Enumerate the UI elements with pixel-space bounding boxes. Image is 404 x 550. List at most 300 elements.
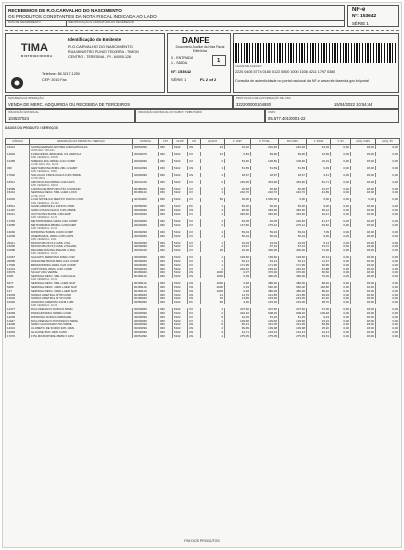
cell-un: UN [188,209,201,213]
cell-cst: 060 [159,319,173,323]
cell-ncm: 30049099 [133,230,159,234]
cell-aicms: 18,00 [351,315,376,319]
cell-un: CX [188,187,201,191]
cell-unit: 0,37 [225,271,251,275]
cell-ipi: 0,00 [331,223,351,227]
cell-code: 13004 [6,297,30,301]
cell-code: 18511 [6,205,30,209]
receipt-serie: SÉRIE 1 [352,21,369,26]
cell-code: 16063 [6,330,30,334]
cell-ipi: 0,00 [331,245,351,249]
barcode [233,43,397,63]
cnpj-block [265,109,399,123]
cell-cfop: 5102 [173,293,188,297]
cell-ipi: 0,00 [331,180,351,184]
cell-aipi: 0,00 [376,180,400,184]
cell-qty: 1000 [201,275,225,279]
cell-qty: 2 [201,327,225,331]
cell-unit: 4,30 [225,301,251,305]
cell-aicms: 18,00 [351,187,376,191]
cell-cst: 060 [159,271,173,275]
cell-ncm: 90183929 [133,293,159,297]
cell-un: CX [188,159,201,163]
cell-desc: MONOVIPLON 5,0 G/ML 2,5G/2ML [30,245,133,249]
cell-desc: SERINGA DESC. 20ML LUER SLIP [30,289,133,293]
cell-bc: 345,60 [279,212,307,216]
cell-code: 17445 [6,219,30,223]
cell-ipi: 0,00 [331,152,351,156]
cell-aipi: 0,00 [376,285,400,289]
cell-icms: 118,80 [307,285,331,289]
cell-desc: SULFATO FERROSO 40MG C/30 [30,256,133,260]
cell-aipi: 0,00 [376,191,400,195]
cell-code: 16069 [6,311,30,315]
cell-bc: 134,13 [279,330,307,334]
cell-desc: SORO GLICOSADO 5% 500ML [30,323,133,327]
cell-total: 453,90 [251,180,279,184]
cell-un: CX [188,315,201,319]
cell-sub: ICMS RET. 15/12/21 [30,149,400,152]
cell-icms: 25,20 [307,327,331,331]
cell-sub: LOTE 08/21 [30,177,400,180]
cell-ipi: 0,00 [331,166,351,170]
cell-qty: 1 [201,319,225,323]
cell-desc: DIPIRONA 500MG C/100 COMP [30,230,133,234]
cell-cst: 060 [159,293,173,297]
cell-unit: 59,34 [225,230,251,234]
cell-aipi: 0,00 [376,187,400,191]
cell-bc: 660,00 [279,285,307,289]
cell-qty: 2 [201,311,225,315]
cell-cfop: 5102 [173,187,188,191]
cell-total: 50,34 [251,234,279,238]
cell-ipi: 0,00 [331,145,351,149]
cell-unit: 20,00 [225,249,251,253]
danfe-exit: 1 - SAÍDA [171,61,187,65]
cell-bc: 223,35 [279,297,307,301]
cell-un: UN [188,282,201,286]
nature-block [5,95,233,109]
cell-bc: 18,97 [279,173,307,177]
cell-qty: 24 [201,145,225,149]
cell-icms: 12,59 [307,152,331,156]
cell-aicms: 18,00 [351,159,376,163]
cell-cst: 060 [159,187,173,191]
cell-unit: 129,66 [225,319,251,323]
cell-icms: 39,93 [307,293,331,297]
logo-text: TIMA [21,42,48,54]
cell-cfop: 5102 [173,245,188,249]
cell-qty: 1 [201,219,225,223]
cell-code: 14031 [6,327,30,331]
cell-code: 15211 [6,212,30,216]
cell-aicms: 18,00 [351,259,376,263]
cell-cfop: 5102 [173,209,188,213]
cell-ncm: 90183119 [133,289,159,293]
cell-ncm: 30049039 [133,267,159,271]
cell-un: CX [188,249,201,253]
danfe-subtitle: Documento Auxiliar da Nota Fiscal Eletrônica [175,45,225,53]
column-header: V. ICMS [307,139,331,145]
cell-un: CX [188,212,201,216]
cell-unit: 44,71 [225,330,251,334]
cell-un: CX [188,219,201,223]
cell-total: 139,60 [251,256,279,260]
cell-desc: SOLUCAO FISIOLOGICA 0,9% 500ML [30,173,133,177]
cell-icms: 11,37 [307,259,331,263]
column-header: CST [159,139,173,145]
cell-icms: 59,59 [307,323,331,327]
issuer-block [5,33,165,93]
cell-qty: 20 [201,249,225,253]
cell-desc: METOPRAMIDA 10MG C/20 COMP [30,219,133,223]
cell-icms: 62,21 [307,212,331,216]
receipt-nfe-box [347,5,399,27]
cell-unit: 34,03 [225,241,251,245]
cell-cfop: 5102 [173,334,188,338]
cell-bc: 171,95 [279,263,307,267]
cell-aipi: 0,00 [376,311,400,315]
cell-qty: 2000 [201,285,225,289]
cell-code: 12455 [6,159,30,163]
cell-ipi: 0,00 [331,275,351,279]
cell-cst: 060 [159,234,173,238]
cell-cst: 060 [159,267,173,271]
cell-code: 15212 [6,145,30,149]
cell-bc: 50,34 [279,234,307,238]
cell-ncm: 30049099 [133,159,159,163]
cell-cfop: 5102 [173,311,188,315]
access-key: 2220 0405 5774 0180 0122 5500 1000 1536 4211 1797 0380 [235,70,336,74]
cell-ipi: 0,00 [331,289,351,293]
cell-total: 139,98 [251,327,279,331]
cell-aipi: 0,00 [376,245,400,249]
cell-cst: 060 [159,212,173,216]
cell-aicms: 18,00 [351,180,376,184]
cell-ncm: 30041019 [133,180,159,184]
cell-unit: 232,70 [225,191,251,195]
cell-unit: 10,25 [225,315,251,319]
cut-line [5,30,399,31]
cell-desc: CAPTOPRIL 25MG C/30 COMP [30,267,133,271]
cell-aipi: 0,00 [376,241,400,245]
cell-cst: 060 [159,230,173,234]
column-header: V. UNIT. [225,139,251,145]
column-header: ALÍQ. ICMS [351,139,376,145]
cell-qty: 2 [201,180,225,184]
cell-icms: 9,00 [307,205,331,209]
cell-unit: 96,00 [225,209,251,213]
cell-code: 15079 [6,271,30,275]
cell-bc: 370,00 [279,271,307,275]
cell-ipi: 0,00 [331,308,351,312]
cell-un: UN [188,166,201,170]
cell-aipi: 0,00 [376,209,400,213]
nfe-number: Nº: 153642 [352,14,377,19]
cell-total: 345,60 [251,212,279,216]
cell-un: CX [188,230,201,234]
danfe-number: Nº: 153642 [171,69,192,74]
cell-desc: DIPIRONA SODICA 500MG/ML [30,315,133,319]
cell-qty: 1000 [201,271,225,275]
cell-ncm: 30049069 [133,263,159,267]
cell-desc: OCITOCINA 5UI/ML C/50 AMP [30,212,133,216]
ie-block [5,109,135,123]
cell-ncm: 30051090 [133,145,159,149]
nfe-label: NF-e [352,7,366,13]
cell-cfop: 5102 [173,330,188,334]
cell-aicms: 18,00 [351,297,376,301]
cell-cst: 060 [159,180,173,184]
cell-icms: 66,60 [307,271,331,275]
cell-code: 5280 [6,285,30,289]
cell-bc: 63,13 [279,259,307,263]
cell-total: 240,48 [251,145,279,149]
cell-ipi: 0,00 [331,256,351,260]
cell-cst: 060 [159,282,173,286]
cell-desc: SERINGA DESC. 10ML LUER SLIP [30,285,133,289]
cell-ipi: 0,00 [331,234,351,238]
column-header: V. TOTAL [251,139,279,145]
cell-aicms: 0,00 [351,198,376,202]
cell-code: 17900 [6,263,30,267]
danfe-block [167,33,231,93]
cell-qty: 2 [201,159,225,163]
cell-ipi: 0,00 [331,319,351,323]
cell-unit: 249,32 [225,267,251,271]
cell-un: PC [188,205,201,209]
cell-icms: 9,29 [307,166,331,170]
cell-aicms: 18,00 [351,191,376,195]
cell-cst: 060 [159,198,173,202]
protocol-date: 15/04/2022 10:54:44 [334,102,373,107]
cell-cst: 060 [159,327,173,331]
issuer-address1: RUA MINISTRO PLINIO TEIXEIRA - TIMON [68,50,139,54]
cell-aicms: 18,00 [351,323,376,327]
cell-aicms: 18,00 [351,293,376,297]
cell-ipi: 0,00 [331,241,351,245]
danfe-serie: SÉRIE 1 [171,77,187,82]
danfe-entry: 0 - ENTRADA [171,56,194,60]
protocol-block [233,95,399,109]
cell-sub: FAB. FEDERAL: 16.122 [30,202,400,205]
danfe-page: FL 2 of 2 [200,77,217,82]
cell-ncm: 30049099 [133,241,159,245]
cell-qty: 1000 [201,289,225,293]
cell-unit: 207,60 [225,308,251,312]
cell-cfop: 5102 [173,234,188,238]
cell-qty: 12 [201,152,225,156]
cell-total: 400,00 [251,249,279,253]
cell-ncm: 30045090 [133,256,159,260]
cell-total: 223,35 [251,297,279,301]
cell-desc: GLICOSE 50% 10ML C/200 [30,330,133,334]
cell-bc: 230,40 [279,219,307,223]
cell-sub: FAB. FEDERAL: 40209 [30,156,400,159]
issuer-phone: Telefone: 86 3217-1250 [42,72,80,76]
cell-cst: 060 [159,245,173,249]
cell-cfop: 5102 [173,297,188,301]
products-text: OS PRODUTOS CONSTANTES DA NOTA FISCAL INDICADA AO LADO [8,14,157,19]
cell-un: UN [188,334,201,338]
cell-total: 51,59 [251,166,279,170]
cell-cfop: 5102 [173,145,188,149]
cell-aicms: 18,00 [351,166,376,170]
cell-aicms: 18,00 [351,223,376,227]
cell-unit: 30,00 [225,198,251,202]
cell-ncm: 30049069 [133,234,159,238]
cell-code: 17070 [6,334,30,338]
cell-un: UN [188,271,201,275]
cell-cst: 060 [159,259,173,263]
cell-bc: 69,96 [279,152,307,156]
cell-qty: 1 [201,234,225,238]
cell-total: 69,96 [251,152,279,156]
cell-aipi: 0,00 [376,198,400,202]
cell-cfop: 5102 [173,212,188,216]
cell-bc: 87,34 [279,245,307,249]
cell-desc: SCALP 23G VERDE [30,271,133,275]
cell-total: 18,97 [251,173,279,177]
cell-cfop: 5102 [173,166,188,170]
cell-ncm: 30049099 [133,327,159,331]
cell-qty: 4 [201,209,225,213]
cell-total: 87,34 [251,245,279,249]
cell-icms: 38,70 [307,301,331,305]
access-block [233,33,399,93]
cell-un: UN [188,327,201,331]
products-table [5,138,400,338]
cell-bc: 60,96 [279,187,307,191]
cell-un: UN [188,173,201,177]
cell-aicms: 18,00 [351,334,376,338]
cell-aipi: 0,00 [376,259,400,263]
cell-sub: FAB. FEDERAL: 1621 [30,238,400,241]
cell-aicms: 18,00 [351,282,376,286]
cell-bc: 139,60 [279,256,307,260]
cell-icms: 86,40 [307,289,331,293]
cell-bc: 106,60 [279,159,307,163]
ie-sub-label: INSCRIÇÃO ESTADUAL DO SUBST. TRIBUTÁRIO [138,110,202,114]
cell-bc: 232,70 [279,191,307,195]
cell-code: 11047 [6,319,30,323]
cell-cfop: 5102 [173,315,188,319]
cell-ipi: 0,00 [331,205,351,209]
cell-aicms: 18,00 [351,271,376,275]
cell-desc: GAZE HIDROFILA 13FIOS C/500 [30,205,133,209]
cell-aipi: 0,00 [376,263,400,267]
cell-cst: 060 [159,223,173,227]
cell-aipi: 0,00 [376,267,400,271]
cell-ncm: 30049099 [133,209,159,213]
cell-total: 134,13 [251,330,279,334]
cell-cst: 060 [159,289,173,293]
cell-qty: 1 [201,259,225,263]
cell-bc: 51,25 [279,315,307,319]
cell-bc: 221,85 [279,293,307,297]
cell-ipi: 0,00 [331,209,351,213]
column-header: QUANT [201,139,225,145]
cell-aipi: 0,00 [376,330,400,334]
cell-qty: 2 [201,187,225,191]
cell-cfop: 5102 [173,301,188,305]
cell-aipi: 0,00 [376,230,400,234]
cell-ncm: 30049099 [133,330,159,334]
cell-total: 232,70 [251,191,279,195]
cell-unit: 304,10 [225,311,251,315]
cell-ipi: 0,00 [331,282,351,286]
issuer-id-label: Identificação do Emitente [68,37,122,42]
cell-icms: 5,13 [307,241,331,245]
cell-qty: 1 [201,230,225,234]
cell-qty: 1 [201,166,225,170]
cell-icms: 23,34 [307,319,331,323]
cell-code: 1081 [6,275,30,279]
cell-ipi: 0,00 [331,293,351,297]
cell-un: CX [188,308,201,312]
cell-unit: 50,00 [225,205,251,209]
access-key-label: CHAVE DE ACESSO [235,64,262,68]
cell-un: UN [188,293,201,297]
cell-bc: 275,12 [279,223,307,227]
cell-cst: 060 [159,297,173,301]
cell-aicms: 18,00 [351,330,376,334]
cell-bc: 249,32 [279,267,307,271]
cell-qty: 1 [201,256,225,260]
cell-aipi: 0,00 [376,275,400,279]
cell-aicms: 18,00 [351,241,376,245]
cell-unit: 0,33 [225,285,251,289]
cell-qty: 5 [201,315,225,319]
cell-unit: 171,95 [225,263,251,267]
cell-desc: SERINGA DESC. 5ML LUER SLIP [30,282,133,286]
cell-code: 15212 [6,191,30,195]
cell-ncm: 90183119 [133,282,159,286]
cell-ipi: 0,00 [331,271,351,275]
cell-ncm: 30051090 [133,334,159,338]
cell-ncm: 90183929 [133,297,159,301]
cell-icms: 69,12 [307,209,331,213]
cell-aipi: 0,00 [376,159,400,163]
cell-cst: 060 [159,219,173,223]
cell-aicms: 18,00 [351,245,376,249]
cell-aipi: 0,00 [376,271,400,275]
cell-unit: 30,48 [225,187,251,191]
danfe-title: DANFE [182,36,210,45]
cell-ncm: 30049099 [133,245,159,249]
cell-unit: 0,39 [225,275,251,279]
cnpj-label: CNPJ [268,110,276,114]
products-section-label: DADOS DO PRODUTO / SERVIÇOS [5,126,59,130]
column-header: V. IPI [331,139,351,145]
cell-qty: 1000 [201,282,225,286]
cell-unit: 69,99 [225,327,251,331]
ie-sub-block [135,109,265,123]
cell-code: 12241 [6,267,30,271]
cell-desc: AMOXICILINA 500MG C/21CAPS [30,180,133,184]
cell-total: 275,05 [251,334,279,338]
cell-qty: 1 [201,205,225,209]
cell-ncm: 30049099 [133,173,159,177]
cell-un: CX [188,311,201,315]
cell-ncm: 30049069 [133,259,159,263]
cell-total: 608,20 [251,311,279,315]
cell-desc: ONDANSETRONA 8MG C/10 COMP [30,259,133,263]
cell-total: 215,00 [251,301,279,305]
cell-total: 106,60 [251,159,279,163]
cell-icms: 86,40 [307,282,331,286]
cell-aicms: 18,00 [351,249,376,253]
